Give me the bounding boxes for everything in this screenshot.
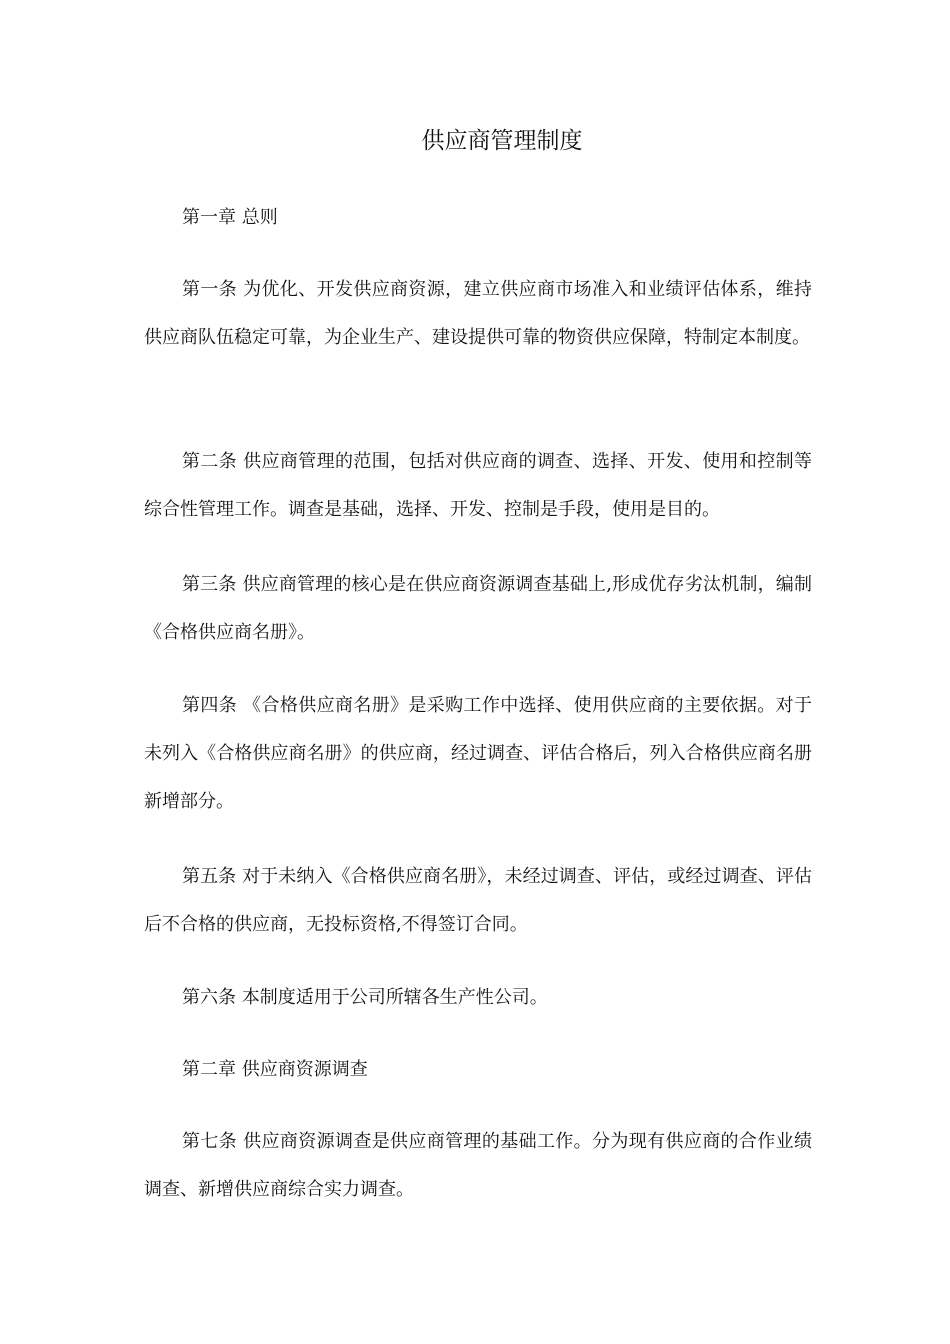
article-5: 第五条 对于未纳入《合格供应商名册》，未经过调查、评估，或经过调查、评估后不合格的供应商，无投标资格,不得签订合同。	[144, 866, 812, 935]
chapter-1-heading: 第一章 总则	[182, 207, 278, 228]
article-4: 第四条 《合格供应商名册》是采购工作中选择、使用供应商的主要依据。对于未列入《合格供应商名册》的供应商，经过调查、评估合格后，列入合格供应商名册新增部分。	[144, 695, 812, 812]
article-6: 第六条 本制度适用于公司所辖各生产性公司。	[182, 987, 548, 1008]
article-7: 第七条 供应商资源调查是供应商管理的基础工作。分为现有供应商的合作业绩调查、新增供应商综合实力调查。	[144, 1131, 812, 1200]
article-2: 第二条 供应商管理的范围，包括对供应商的调查、选择、开发、使用和控制等综合性管理工作。调查是基础，选择、开发、控制是手段，使用是目的。	[144, 451, 812, 520]
article-1: 第一条 为优化、开发供应商资源，建立供应商市场准入和业绩评估体系，维持供应商队伍稳定可靠，为企业生产、建设提供可靠的物资供应保障，特制定本制度。	[144, 279, 812, 348]
chapter-2-heading: 第二章 供应商资源调查	[182, 1059, 368, 1080]
document-title: 供应商管理制度	[421, 128, 583, 154]
article-3: 第三条 供应商管理的核心是在供应商资源调查基础上,形成优存劣汰机制，编制《合格供应商名册》。	[144, 574, 812, 643]
